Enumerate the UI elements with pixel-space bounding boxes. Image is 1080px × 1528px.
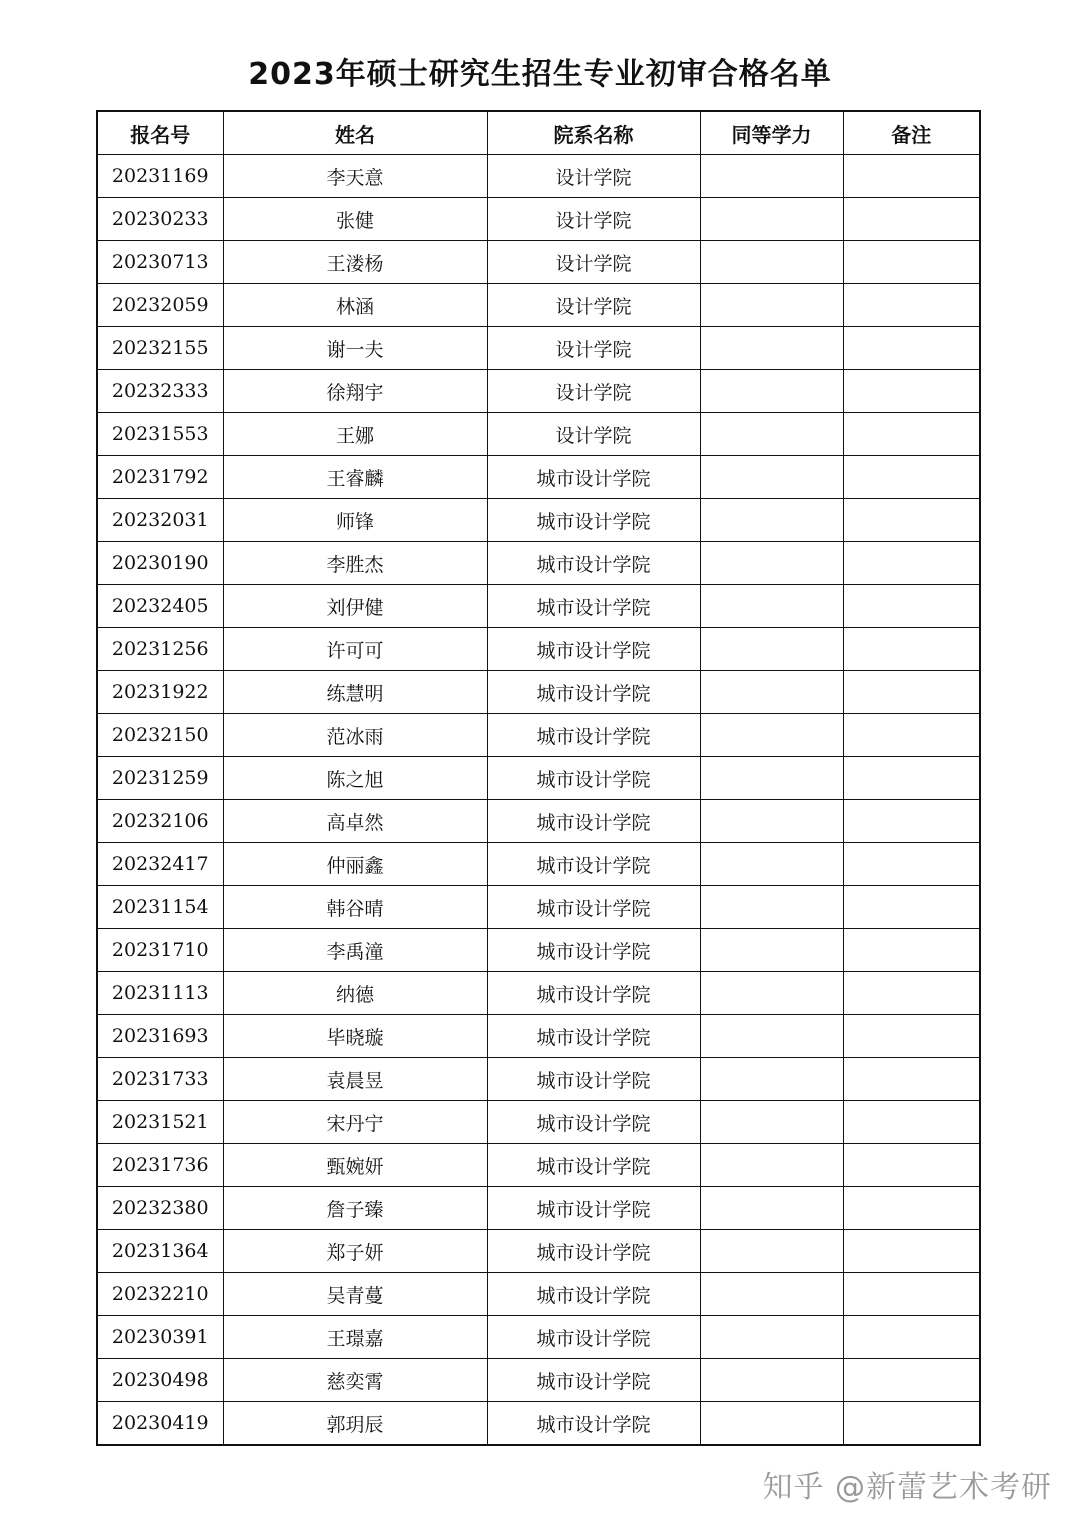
table-row: [97, 843, 980, 886]
cell-remarks: [843, 972, 980, 1015]
table-row: [97, 241, 980, 284]
cell-equivalent-education: [700, 1144, 843, 1187]
cell-remarks: [843, 1058, 980, 1101]
cell-name: 李天意: [223, 155, 487, 198]
cell-equivalent-education: [700, 1316, 843, 1359]
cell-name: 王娜: [223, 413, 487, 456]
cell-equivalent-education: [700, 370, 843, 413]
cell-name: 王璟嘉: [223, 1316, 487, 1359]
page-title: 2023年硕士研究生招生专业初审合格名单: [248, 57, 832, 92]
table-row: [97, 1273, 980, 1316]
cell-equivalent-education: [700, 499, 843, 542]
table-row: [97, 671, 980, 714]
cell-remarks: [843, 241, 980, 284]
cell-registration-number: 20231733: [97, 1058, 223, 1101]
cell-name: 甄婉妍: [223, 1144, 487, 1187]
cell-equivalent-education: [700, 800, 843, 843]
table-row: [97, 714, 980, 757]
cell-registration-number: 20231169: [97, 155, 223, 198]
cell-remarks: [843, 1144, 980, 1187]
table-row: [97, 1230, 980, 1273]
header-department: 院系名称: [487, 111, 700, 155]
cell-department: 城市设计学院: [487, 843, 700, 886]
cell-remarks: [843, 327, 980, 370]
cell-name: 刘伊健: [223, 585, 487, 628]
table-row: [97, 1187, 980, 1230]
cell-name: 高卓然: [223, 800, 487, 843]
cell-remarks: [843, 1402, 980, 1446]
cell-equivalent-education: [700, 241, 843, 284]
cell-equivalent-education: [700, 1101, 843, 1144]
header-registration-number: 报名号: [97, 111, 223, 155]
table-row: [97, 284, 980, 327]
table-row: [97, 198, 980, 241]
cell-department: 城市设计学院: [487, 972, 700, 1015]
cell-department: 城市设计学院: [487, 671, 700, 714]
table-row: [97, 800, 980, 843]
cell-department: 设计学院: [487, 284, 700, 327]
cell-equivalent-education: [700, 413, 843, 456]
cell-department: 城市设计学院: [487, 456, 700, 499]
cell-registration-number: 20230498: [97, 1359, 223, 1402]
table-row: [97, 1015, 980, 1058]
cell-remarks: [843, 155, 980, 198]
cell-department: 城市设计学院: [487, 1015, 700, 1058]
cell-department: 城市设计学院: [487, 1402, 700, 1446]
cell-name: 仲丽鑫: [223, 843, 487, 886]
cell-name: 练慧明: [223, 671, 487, 714]
cell-equivalent-education: [700, 327, 843, 370]
table-row: [97, 155, 980, 198]
cell-equivalent-education: [700, 1058, 843, 1101]
cell-registration-number: 20230713: [97, 241, 223, 284]
watermark-text: 知乎 @新蕾艺术考研: [762, 1470, 1052, 1505]
table-row: [97, 1058, 980, 1101]
table-row: [97, 370, 980, 413]
cell-name: 韩谷晴: [223, 886, 487, 929]
cell-equivalent-education: [700, 585, 843, 628]
cell-name: 宋丹宁: [223, 1101, 487, 1144]
cell-department: 城市设计学院: [487, 1101, 700, 1144]
cell-name: 王溇杨: [223, 241, 487, 284]
cell-name: 王睿麟: [223, 456, 487, 499]
table-row: [97, 542, 980, 585]
cell-department: 设计学院: [487, 413, 700, 456]
table-row: [97, 1101, 980, 1144]
cell-remarks: [843, 628, 980, 671]
cell-remarks: [843, 499, 980, 542]
header-equivalent-education: 同等学力: [700, 111, 843, 155]
cell-registration-number: 20230190: [97, 542, 223, 585]
cell-department: 城市设计学院: [487, 499, 700, 542]
cell-remarks: [843, 1273, 980, 1316]
table-row: [97, 456, 980, 499]
cell-name: 徐翔宇: [223, 370, 487, 413]
cell-registration-number: 20230391: [97, 1316, 223, 1359]
cell-remarks: [843, 843, 980, 886]
cell-department: 城市设计学院: [487, 800, 700, 843]
cell-equivalent-education: [700, 757, 843, 800]
cell-registration-number: 20231736: [97, 1144, 223, 1187]
table-row: [97, 886, 980, 929]
cell-remarks: [843, 585, 980, 628]
cell-remarks: [843, 1359, 980, 1402]
cell-department: 城市设计学院: [487, 1359, 700, 1402]
cell-remarks: [843, 198, 980, 241]
cell-remarks: [843, 413, 980, 456]
cell-equivalent-education: [700, 1359, 843, 1402]
cell-registration-number: 20232155: [97, 327, 223, 370]
cell-name: 吴青蔓: [223, 1273, 487, 1316]
cell-department: 城市设计学院: [487, 628, 700, 671]
cell-registration-number: 20231256: [97, 628, 223, 671]
cell-name: 袁晨昱: [223, 1058, 487, 1101]
cell-department: 城市设计学院: [487, 1144, 700, 1187]
table-row: [97, 1316, 980, 1359]
cell-department: 城市设计学院: [487, 714, 700, 757]
cell-remarks: [843, 1230, 980, 1273]
cell-equivalent-education: [700, 671, 843, 714]
cell-registration-number: 20232417: [97, 843, 223, 886]
cell-equivalent-education: [700, 714, 843, 757]
cell-equivalent-education: [700, 972, 843, 1015]
cell-department: 城市设计学院: [487, 1187, 700, 1230]
cell-registration-number: 20232405: [97, 585, 223, 628]
cell-registration-number: 20230419: [97, 1402, 223, 1446]
cell-name: 陈之旭: [223, 757, 487, 800]
table-row: [97, 327, 980, 370]
cell-remarks: [843, 757, 980, 800]
cell-equivalent-education: [700, 456, 843, 499]
cell-registration-number: 20232059: [97, 284, 223, 327]
cell-remarks: [843, 800, 980, 843]
cell-registration-number: 20231792: [97, 456, 223, 499]
cell-registration-number: 20231693: [97, 1015, 223, 1058]
cell-name: 詹子臻: [223, 1187, 487, 1230]
cell-equivalent-education: [700, 1187, 843, 1230]
cell-equivalent-education: [700, 929, 843, 972]
cell-department: 城市设计学院: [487, 1273, 700, 1316]
cell-department: 设计学院: [487, 370, 700, 413]
cell-registration-number: 20231364: [97, 1230, 223, 1273]
table-header-row: [97, 111, 980, 155]
header-name: 姓名: [223, 111, 487, 155]
cell-name: 纳德: [223, 972, 487, 1015]
cell-name: 毕晓璇: [223, 1015, 487, 1058]
table-row: [97, 413, 980, 456]
table-row: [97, 757, 980, 800]
cell-department: 城市设计学院: [487, 757, 700, 800]
cell-remarks: [843, 1015, 980, 1058]
cell-registration-number: 20231259: [97, 757, 223, 800]
cell-registration-number: 20232031: [97, 499, 223, 542]
table-row: [97, 499, 980, 542]
cell-name: 张健: [223, 198, 487, 241]
cell-remarks: [843, 929, 980, 972]
table-row: [97, 1144, 980, 1187]
cell-department: 城市设计学院: [487, 1316, 700, 1359]
cell-equivalent-education: [700, 628, 843, 671]
admission-list-table: [96, 110, 981, 1446]
cell-remarks: [843, 886, 980, 929]
table-body: [97, 155, 980, 1446]
cell-name: 李禹潼: [223, 929, 487, 972]
cell-registration-number: 20232210: [97, 1273, 223, 1316]
cell-equivalent-education: [700, 1273, 843, 1316]
cell-remarks: [843, 1101, 980, 1144]
cell-department: 设计学院: [487, 327, 700, 370]
cell-registration-number: 20231154: [97, 886, 223, 929]
cell-equivalent-education: [700, 1015, 843, 1058]
table-row: [97, 628, 980, 671]
cell-remarks: [843, 714, 980, 757]
cell-remarks: [843, 456, 980, 499]
table-row: [97, 1359, 980, 1402]
cell-department: 城市设计学院: [487, 585, 700, 628]
cell-equivalent-education: [700, 284, 843, 327]
cell-name: 谢一夫: [223, 327, 487, 370]
cell-name: 郑子妍: [223, 1230, 487, 1273]
cell-name: 师锋: [223, 499, 487, 542]
cell-name: 郭玥辰: [223, 1402, 487, 1446]
table-row: [97, 585, 980, 628]
cell-equivalent-education: [700, 886, 843, 929]
cell-department: 设计学院: [487, 155, 700, 198]
cell-remarks: [843, 1316, 980, 1359]
cell-department: 城市设计学院: [487, 542, 700, 585]
cell-registration-number: 20232150: [97, 714, 223, 757]
cell-remarks: [843, 1187, 980, 1230]
cell-registration-number: 20232106: [97, 800, 223, 843]
cell-equivalent-education: [700, 542, 843, 585]
cell-remarks: [843, 284, 980, 327]
cell-registration-number: 20232333: [97, 370, 223, 413]
cell-equivalent-education: [700, 1402, 843, 1446]
cell-equivalent-education: [700, 843, 843, 886]
cell-registration-number: 20231710: [97, 929, 223, 972]
cell-remarks: [843, 671, 980, 714]
cell-equivalent-education: [700, 1230, 843, 1273]
table-row: [97, 929, 980, 972]
table-row: [97, 972, 980, 1015]
cell-name: 林涵: [223, 284, 487, 327]
cell-equivalent-education: [700, 198, 843, 241]
cell-remarks: [843, 542, 980, 585]
cell-name: 许可可: [223, 628, 487, 671]
cell-registration-number: 20230233: [97, 198, 223, 241]
cell-name: 慈奕霄: [223, 1359, 487, 1402]
cell-department: 城市设计学院: [487, 886, 700, 929]
cell-remarks: [843, 370, 980, 413]
cell-registration-number: 20232380: [97, 1187, 223, 1230]
cell-department: 城市设计学院: [487, 929, 700, 972]
header-remarks: 备注: [843, 111, 980, 155]
cell-registration-number: 20231553: [97, 413, 223, 456]
cell-equivalent-education: [700, 155, 843, 198]
cell-registration-number: 20231922: [97, 671, 223, 714]
cell-name: 范冰雨: [223, 714, 487, 757]
cell-department: 设计学院: [487, 241, 700, 284]
cell-registration-number: 20231113: [97, 972, 223, 1015]
cell-department: 城市设计学院: [487, 1058, 700, 1101]
cell-department: 城市设计学院: [487, 1230, 700, 1273]
table-row: [97, 1402, 980, 1446]
cell-registration-number: 20231521: [97, 1101, 223, 1144]
cell-department: 设计学院: [487, 198, 700, 241]
cell-name: 李胜杰: [223, 542, 487, 585]
